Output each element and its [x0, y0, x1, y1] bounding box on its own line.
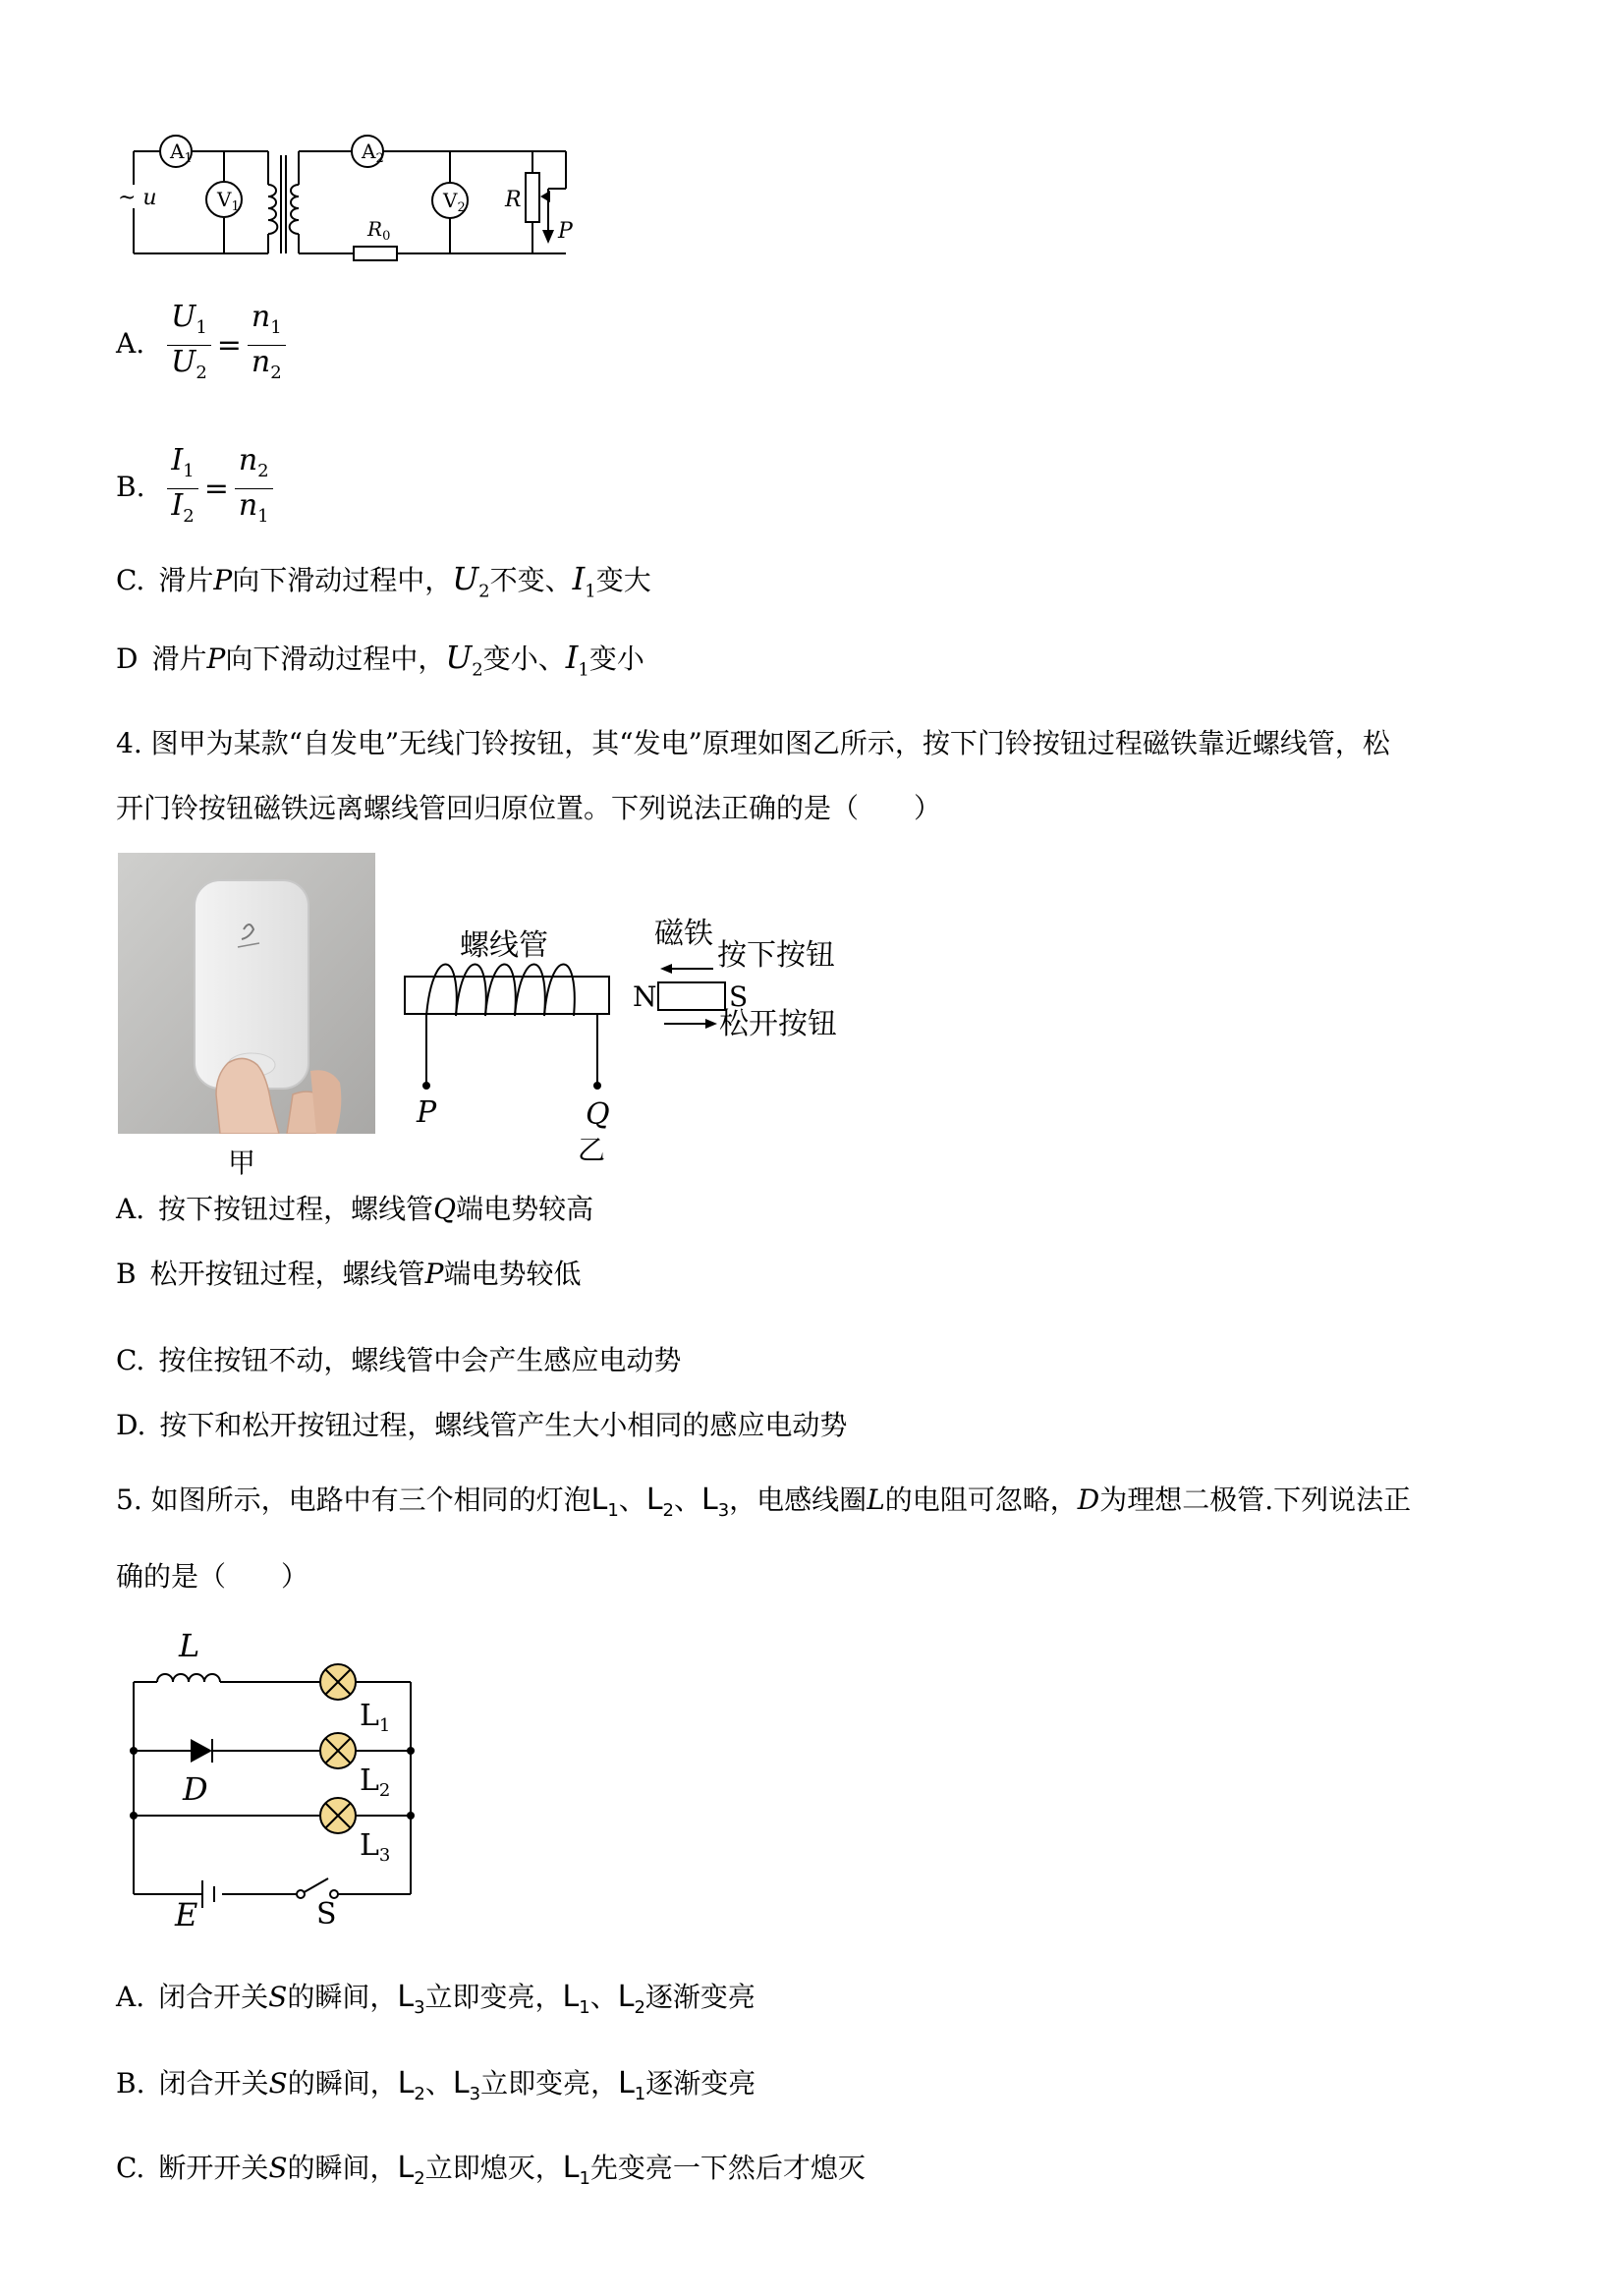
q3-option-c: C. 滑片P向下滑动过程中，$U_2$不变、$I_1$变大 [116, 560, 651, 602]
fraction-n2-n1: $\frac{n_2}{n_1}$ [235, 444, 273, 533]
terminal-q-label: Q [586, 1097, 610, 1132]
q5-stem-line2: 确的是（ ） [116, 1560, 309, 1593]
rheostat-r-label: R [505, 188, 522, 212]
bulb-l1-label: $L_1$ [360, 1699, 391, 1736]
q5-option-b: B. 闭合开关S的瞬间，$L_2$、$L_3$立即变亮，$L_1$逐渐变亮 [116, 2066, 756, 2104]
q5-option-a: A. 闭合开关S的瞬间，$L_3$立即变亮，$L_1$、$L_2$逐渐变亮 [116, 1980, 756, 2018]
bulb-l2-label: $L_2$ [360, 1764, 391, 1801]
q3-option-d: D 滑片P向下滑动过程中，$U_2$变小、$I_1$变小 [116, 639, 644, 681]
fraction-i1-i2: $\frac{I_1}{I_2}$ [167, 444, 197, 533]
ac-source-label: ~ u [118, 186, 157, 210]
magnet-s-pole-label: S [729, 980, 749, 1013]
battery-e-label: E [175, 1896, 198, 1928]
bulb-l3-label: $L_3$ [360, 1828, 391, 1866]
magnet-label: 磁铁 [654, 917, 713, 951]
transformer-circuit-figure [116, 126, 578, 263]
q5-option-c: C. 断开开关S的瞬间，$L_2$立即熄灭，$L_1$先变亮一下然后才熄灭 [116, 2151, 866, 2189]
magnet-n-pole-label: N [633, 980, 657, 1013]
resistor-r0-label: $R_0$ [367, 217, 391, 244]
voltmeter-v2-label: $V_2$ [443, 189, 466, 215]
q4-stem-line1: 4. 图甲为某款“自发电”无线门铃按钮，其“发电”原理如图乙所示，按下门铃按钮过程磁铁靠近螺线管，松 [116, 727, 1390, 759]
figure-jia-label: 甲 [228, 1147, 256, 1179]
q5-stem-line1: 5. 如图所示，电路中有三个相同的灯泡$L_1$、$L_2$、$L_3$，电感线圈L的电阻可忽略，D为理想二极管.下列说法正 [116, 1483, 1412, 1521]
q4-option-d: D. 按下和松开按钮过程，螺线管产生大小相同的感应电动势 [116, 1409, 848, 1441]
q4-stem-line2: 开门铃按钮磁铁远离螺线管回归原位置。下列说法正确的是（ ） [116, 792, 942, 824]
release-button-label: 松开按钮 [719, 1007, 837, 1041]
fraction-n1-n2: $\frac{n_1}{n_2}$ [248, 301, 286, 390]
press-button-label: 按下按钮 [717, 938, 835, 973]
switch-s-label: S [316, 1897, 337, 1928]
q4-option-b: B 松开按钮过程，螺线管P端电势较低 [116, 1258, 582, 1290]
diode-d-label: D [183, 1770, 208, 1808]
doorbell-button-photo [118, 853, 375, 1134]
fraction-u1-u2: $\frac{U_1}{U_2}$ [167, 301, 211, 390]
voltmeter-v1-label: $V_1$ [217, 188, 240, 214]
q4-option-c: C. 按住按钮不动，螺线管中会产生感应电动势 [116, 1344, 682, 1376]
q4-option-a: A. 按下按钮过程，螺线管Q端电势较高 [116, 1193, 594, 1225]
inductor-l-label: L [179, 1627, 200, 1664]
q3-option-a: A. $\frac{U_1}{U_2}$ = $\frac{n_1}{n_2}$ [116, 301, 286, 390]
solenoid-magnet-figure [393, 908, 865, 1163]
bulb-circuit-figure [124, 1623, 438, 1928]
ammeter-a2-label: $A_2$ [362, 140, 384, 166]
ammeter-a1-label: $A_1$ [170, 140, 193, 166]
q3-option-b: B. $\frac{I_1}{I_2}$ = $\frac{n_2}{n_1}$ [116, 444, 273, 533]
terminal-p-label: P [417, 1095, 437, 1130]
slider-p-label: P [558, 219, 573, 244]
figure-yi-label: 乙 [578, 1134, 606, 1163]
solenoid-label: 螺线管 [460, 928, 548, 963]
